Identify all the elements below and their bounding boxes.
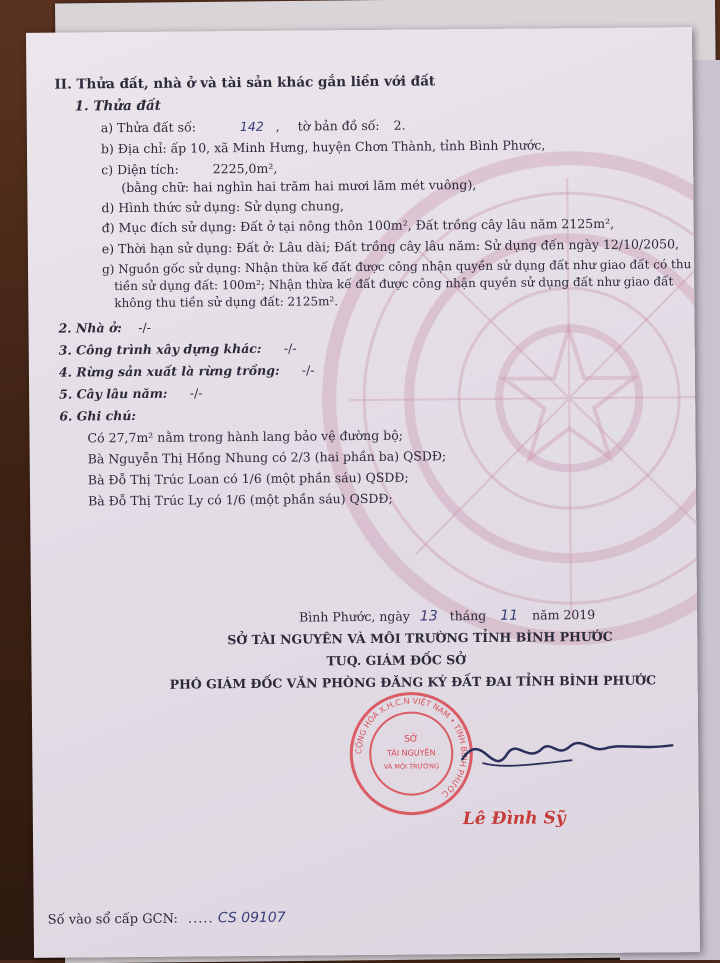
date-month: 11 [500,607,519,624]
document-body [26,27,700,958]
seal-ring-text: CỘNG HÒA X.H.C.N VIỆT NAM • TỈNH BÌNH PHƯỚC [354,696,469,799]
house-label: 2. Nhà ở: [58,320,122,336]
construction-label: 3. Công trình xây dựng khác: [58,340,262,358]
section-title: II. Thửa đất, nhà ở và tài sản khác gắn liền với đất [54,73,436,93]
note-item: Bà Đỗ Thị Trúc Ly có 1/6 (một phần sáu) QSDĐ; [87,490,393,509]
trees-label: 5. Cây lâu năm: [59,385,168,402]
forest-value: -/- [301,362,315,378]
signer-name: Lê Đình Sỹ [462,808,566,830]
map-number: 2. [393,117,406,133]
authority-line-3: PHÓ GIÁM ĐỐC VĂN PHÒNG ĐĂNG KÝ ĐẤT ĐAI TỈNH BÌNH PHƯỚC [169,672,657,692]
usage-purpose-line: đ) Mục đích sử dụng: Đất ở tại nông thôn 100m², Đất trồng cây lâu năm 2125m², [101,215,615,236]
trees-line [59,387,203,401]
construction-line [58,340,297,358]
registry-line: Số vào sổ cấp GCN: ..... CS 09107 [47,909,286,928]
area-line [101,160,278,178]
certificate-page [26,27,700,958]
house-value: -/- [138,319,151,335]
parcel-number: 142 [239,118,264,135]
origin-line-3: không thu tiền sử dụng đất: 2125m². [114,294,339,311]
trees-value: -/- [189,385,203,401]
area-value: 2225,0m², [212,160,278,177]
land-heading: 1. Thửa đất [74,97,162,115]
usage-form-line: d) Hình thức sử dụng: Sử dụng chung, [101,198,345,216]
origin-line-1: g) Nguồn gốc sử dụng: Nhận thừa kế đất được công nhận quyền sử dụng đất như giao đất có thu [101,257,692,277]
note-item: Có 27,7m² nằm trong hành lang bảo vệ đường bộ; [87,427,403,446]
usage-term-line: e) Thời hạn sử dụng: Đất ở: Lâu dài; Đất trồng cây lâu năm: Sử dụng đến ngày 12/10/2050, [101,236,680,257]
authority-line-2: TUQ. GIÁM ĐỐC SỞ [326,652,467,669]
seal-center-3: VÀ MÔI TRƯỜNG [383,762,440,771]
house-line [58,319,151,336]
construction-value: -/- [283,340,297,356]
area-words: (bằng chữ: hai nghìn hai trăm hai mươi lăm mét vuông), [121,177,477,196]
registry-label: Số vào sổ cấp GCN: [47,911,178,928]
date-place: Bình Phước, ngày [299,608,410,625]
note-item: Bà Đỗ Thị Trúc Loan có 1/6 (một phần sáu) QSDĐ; [87,469,409,488]
area-label: c) Diện tích: [101,161,179,178]
parcel-line: a) Thửa đất số: 142 , tờ bản đồ số: 2. [100,117,406,136]
seal-center-2: TÀI NGUYÊN [386,748,436,758]
seal-center-1: SỞ [404,734,419,745]
date-line [299,608,595,625]
forest-label: 4. Rừng sản xuất là rừng trồng: [58,362,280,380]
origin-line-2: tiền sử dụng đất: 100m²; Nhận thừa kế đất được công nhận quyền sử dụng đất như giao đất [114,274,674,294]
date-day: 13 [419,608,438,625]
note-item: Bà Nguyễn Thị Hồng Nhung có 2/3 (hai phần ba) QSDĐ; [87,448,447,467]
date-year: năm 2019 [532,606,596,623]
authority-line-1: SỞ TÀI NGUYÊN VÀ MÔI TRƯỜNG TỈNH BÌNH PHƯỚC [227,628,613,648]
map-label: tờ bản đồ số: [297,117,380,134]
forest-line [59,364,315,379]
registry-value: CS 09107 [217,909,286,927]
date-month-label: tháng [449,607,487,624]
notes-label: 6. Ghi chú: [59,407,137,424]
handwritten-signature-icon [452,717,683,789]
address-line: b) Địa chỉ: ấp 10, xã Minh Hưng, huyện Chơn Thành, tỉnh Bình Phước, [100,137,546,157]
parcel-label: a) Thửa đất số: [100,119,196,136]
